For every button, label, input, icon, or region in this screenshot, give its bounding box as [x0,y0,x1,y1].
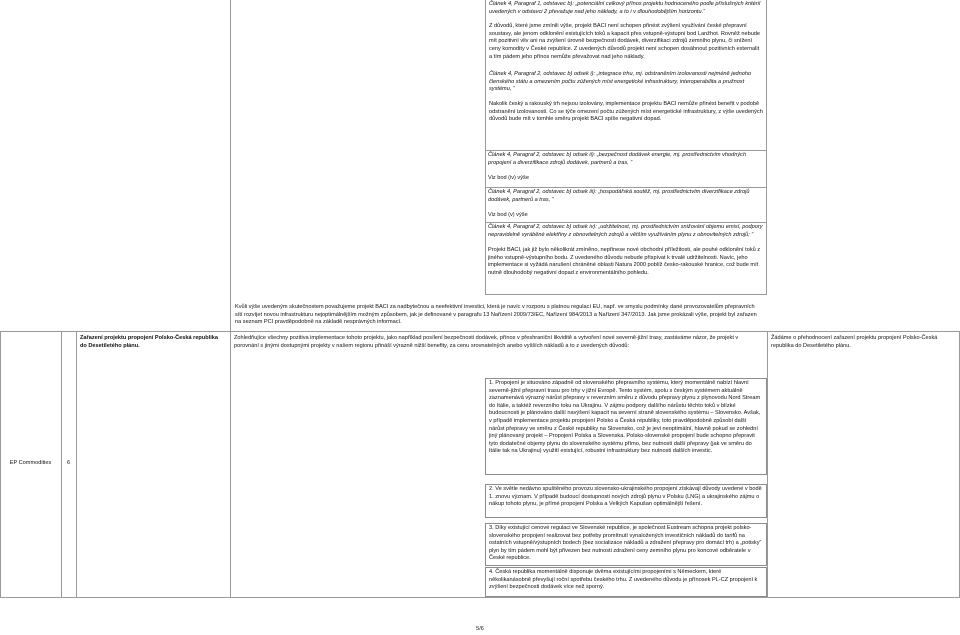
criterion-iv-block [485,223,767,279]
summary-paragraph [232,303,766,328]
page-number-text: 5/6 [476,626,484,632]
row-number: 6 [66,460,71,467]
criterion-iii-heading: Článek 4, Paragraf 2, odstavec b) odsek iii): „hospodářská soutěž, mj. prostřednictvím diverzifikace zdrojů dodávek, partnerů a tras, “ [488,189,750,203]
criterion-i-body: Nakolik český a rakouský trh nejsou izolovány, implementace projektu BACI nemůže přinést benefit v podobě odstranění izolovanosti. Co se týče omezení počtu zúžených míst energetické infrastruktury, z výše uvedených důvodů bude mít v tomhle směru projekt BACI spíše negativní dopad. [489,100,763,123]
page-number [460,626,500,634]
point-box-2 [485,484,767,518]
point-1-text: 1. Propojení je situováno západně od slovenského přepravního systému, který momentálně nabízí hlavní severně-jižní přepravní trasu pro trhy v jižní Evropě. Tento systém, spolu s českým systémem aktuálně zaznamenává výrazný nárůst přepravy v reverzním směru z důvodu přepravy plynu z plynovodu Nord Stream do Itálie, a taktéž reverzního toku na Ukrajinu. V zájmu podpory dalšího nárůstu těchto toků v blízké budoucnosti je plánováno další navýšení kapacit na severní straně slovenského systému – Slovensko. Avšak, v případě implementace projektu propojení Polsko a Česká republiky, toto pravděpodobně způsobí další nárůst přepravy ve směru z České republiky na Slovensko, což je jevi neoptimální, hlavně pokud se zohlední jiný plánovaný projekt – Propojení Polska a Slovenska. Polsko-slovenské propojení bude schopno přepravit tyto dodatečné objemy plynu do slovenského systému přímo, bez nutnosti další přepravy (jak ve směru do Itálie tak na Ukrajinu) využití existující, robustní infrastruktury bez nutnosti dalších investic. [489,380,761,455]
company-name: EP Commodities [9,460,52,467]
table-bottom-border [0,597,960,598]
company-cell [0,331,61,597]
number-cell [61,331,76,597]
point-4-text: 4. Česká republika momentálně disponuje dvěma existujícími propojeními s Německem, které několikanásobně převyšují roční spotřebu českého trhu. Z uvedeného důvodu je přínosek PL-CZ propojení k zvýšení bezpečnosti dodávek více než sporný. [489,569,758,591]
criterion-i-heading: Článek 4, Paragraf 2, odstavec b) odsek i): „integrace trhu, mj. odstraněním izolovanosti nejméně jednoho členského státu a omezením počtu zúžených míst energetické infrastruktury, interoperabilita a pružnost systému, “ [489,71,752,93]
criterion-b-body: Z důvodů, které jsme zmínili výše, projekt BACI není schopen přinést zvýšení využívání české přepravní soustavy, ale jenom odklonění existujících toků a kapacit přes vstupně-výstupní bod Lanžhot. Rovněž nebude mít pozitivní vliv ani na zvýšení úrovně bezpečnosti dodávek, diverzifikaci zdrojů zemního plynu, či snížení ceny komodity v České republice. Z uvedených důvodů projekt není schopen dosáhnout pozitivních externalit a tím pádem jeho přínos nemůže převažovat nad jeho náklady. [489,23,761,60]
point-box-1 [485,378,767,475]
request-text: Žádáme o přehodnocení zařazení projektu propojení Polsko-Česká republika do Desetiletého plánu. [771,335,938,349]
criterion-iv-body: Projekt BACI, jak již bylo několikrát zmíněno, nepřinese nové obchodní příležitosti, ale pouhé odklonění toků z jiného vstupně-výstupního bodu. Z uvedeného důvodu nebude přispívat k trvalé udržitelnosti. Navíc, jeho implementace si vyžádá narušení chráněné oblasti Natura 2000 poblíž česko-rakouské hranice, což bude mít nutně dlouhodobý negativní dopad z environmentálního pohledu. [488,247,761,276]
criterion-iii-body: Viz bod (v) výše [488,212,528,219]
criterion-ii-block [485,151,767,184]
criterion-ii-heading: Článek 4, Paragraf 2, odstavec b) odsek ii): „bezpečnost dodávek energie, mj. prostřednictvím vhodných propojení a diverzifikace zdrojů dodávek, partnerů a tras, “ [488,152,747,166]
point-box-4 [485,567,767,597]
criterion-b-quote: Článek 4, Paragraf 1, odstavec b): „potenciální celkový přínos projektu hodnoceného podle příslušných kritérií uvedených v odstavci 2 převažuje nad jeho náklady, a to i v dlouhodobějším horizontu.“ [489,1,761,15]
col-divider [76,331,77,597]
criterion-iii-block [485,188,767,221]
point-box-3 [485,523,767,566]
row-title: Zařazení projektu propojení Polsko-Česká republika do Desetiletého plánu. [80,335,219,349]
summary-text: Kvůli výše uvedeným skutečnostem považujeme projekt BACI za nadbytečnou a neefektivní investici, která je navíc v rozporu s platnou regulací EU, např. ve smyslu podmínky dané provozovatelům přepravních sítí rozvíjet novou infrastrukturu nejoptimálnějším možným způsobem, jak je definované v paragrafu 13 Nařízení 2009/73/EC, Nařízení 984/2013 a Nařízení 347/2013. Jak jsme prokázali výše, projekt byl zařazen na seznam PCI pravděpodobně na základě nesprávných informací. [235,304,757,326]
col-divider [767,331,768,597]
point-2-text: 2. Ve světle nedávno spuštěného provozu slovensko-ukrajinského propojení získávají důvody uvedené v bodě 1. znovu význam. V případě budoucí dostupnosti nových zdrojů plynu v Polsku (LNG) a ukrajinského zájmu o nákup tohoto plynu, je přímé propojení Polska a Velkých Kapušan optimálnější řešení. [489,486,762,508]
request-cell [768,335,958,350]
point-3-text: 3. Díky existující cenové regulaci ve Slovenské republice, je společnost Eustream schopna projekt polsko-slovenského propojení realizovat bez potřeby promítnutí vynaložených investičních nákladů do tarifů na ostatních vstupně/výstupních bodech (bez socializace nákladů a zdražení přepravy pro domácí trh) a „potisky“ plyn by tím pádem mohl být přivezen bez nutnosti zdražení ceny zemního plynu pro koncové odběratele v České republice. [489,525,762,562]
criterion-ii-body: Viz bod (iv) výše [488,175,529,182]
col-divider [230,0,231,597]
justification-text: Zohledňujíce všechny pozitiva implementace tohoto projektu, jako například posílení bezpečnosti dodávek, přínos v přeshraniční likviditě a vytvoření nové severně-jižní trasy, zastáváme názor, že projekt v porovnání s jinými dostupnými projekty v našem regionu přináší výrazně nižší benefity, za cenu srovnatelných anebo vyšších nákladů a to z uvedených důvodů: [234,335,739,349]
title-cell [77,335,228,350]
justification-cell [231,335,767,350]
criterion-iv-heading: Článek 4, Paragraf 2, odstavec b) odsek iv): „udržitelnost, mj. prostřednictvím snižování objemu emisí, podpory nepravidelně vyráběné elektřiny z obnovitelných zdrojů a větším využíváním plynu z obnovitelných zdrojů; “ [488,224,763,238]
table-top-border [0,331,960,332]
